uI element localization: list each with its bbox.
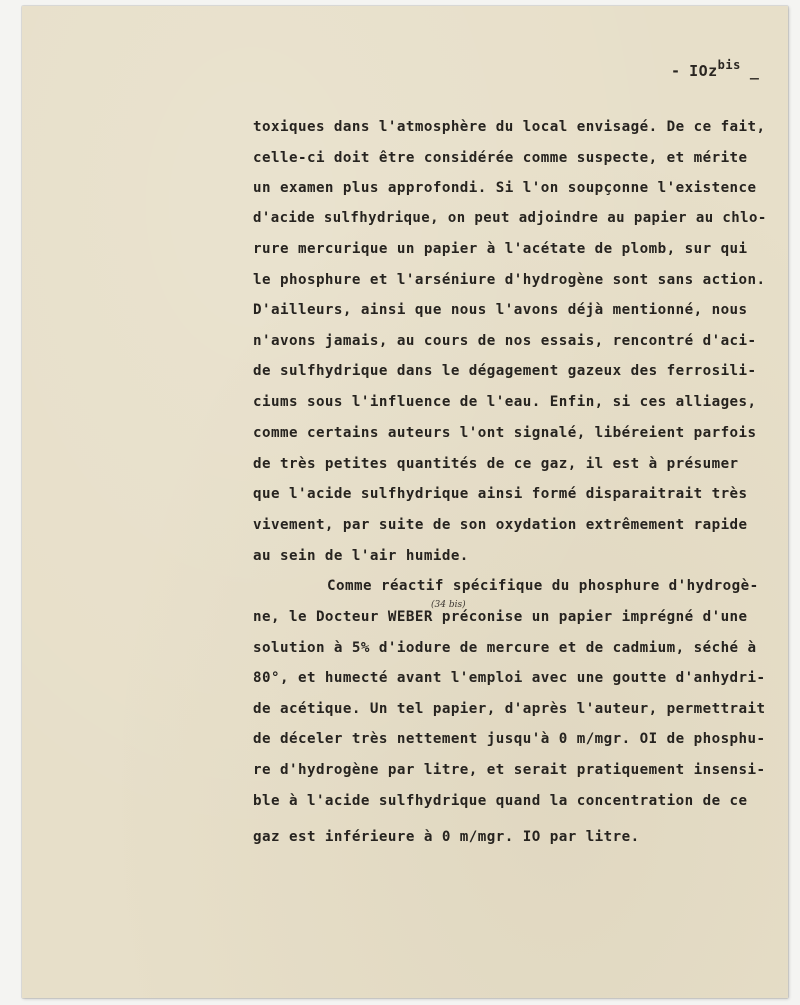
page-number-trailing: _ (749, 62, 759, 80)
body-line: gaz est inférieure à 0 m/mgr. IO par litre. (253, 829, 640, 845)
body-line: d'acide sulfhydrique, on peut adjoindre au papier au chlo- (253, 210, 767, 226)
body-line: ble à l'acide sulfhydrique quand la concentration de ce (253, 793, 748, 809)
body-line: 80°, et humecté avant l'emploi avec une goutte d'anhydri- (253, 670, 766, 686)
body-line: solution à 5% d'iodure de mercure et de cadmium, séché à (253, 640, 757, 656)
body-line: celle-ci doit être considérée comme suspecte, et mérite (253, 150, 748, 166)
handwritten-reference-note: (34 bis) (431, 600, 466, 610)
body-line: D'ailleurs, ainsi que nous l'avons déjà mentionné, nous (253, 302, 748, 318)
body-line: toxiques dans l'atmosphère du local envisagé. De ce fait, (253, 119, 766, 135)
page-number-value: IOz (689, 62, 718, 80)
body-line: que l'acide sulfhydrique ainsi formé disparaitrait très (253, 486, 748, 502)
page-number-prefix: - (671, 62, 681, 80)
body-line: au sein de l'air humide. (253, 548, 469, 564)
body-line: de très petites quantités de ce gaz, il est à présumer (253, 456, 739, 472)
body-line: comme certains auteurs l'ont signalé, libéreient parfois (253, 425, 757, 441)
body-line: de déceler très nettement jusqu'à 0 m/mgr. OI de phosphu- (253, 731, 766, 747)
body-line: rure mercurique un papier à l'acétate de plomb, sur qui (253, 241, 748, 257)
body-line-indented: Comme réactif spécifique du phosphure d'hydrogè- (327, 578, 759, 594)
body-line: re d'hydrogène par litre, et serait pratiquement insensi- (253, 762, 766, 778)
body-line: le phosphure et l'arséniure d'hydrogène sont sans action. (253, 272, 766, 288)
body-line: vivement, par suite de son oxydation extrêmement rapide (253, 517, 748, 533)
body-line: de acétique. Un tel papier, d'après l'auteur, permettrait (253, 701, 766, 717)
body-line: n'avons jamais, au cours de nos essais, rencontré d'aci- (253, 333, 757, 349)
body-line: de sulfhydrique dans le dégagement gazeux des ferrosili- (253, 363, 757, 379)
page-number (671, 58, 759, 80)
body-line: ne, le Docteur WEBER préconise un papier imprégné d'une (253, 609, 748, 625)
body-line: un examen plus approfondi. Si l'on soupçonne l'existence (253, 180, 757, 196)
page-number-suffix: bis (717, 58, 741, 72)
body-line: ciums sous l'influence de l'eau. Enfin, si ces alliages, (253, 394, 757, 410)
